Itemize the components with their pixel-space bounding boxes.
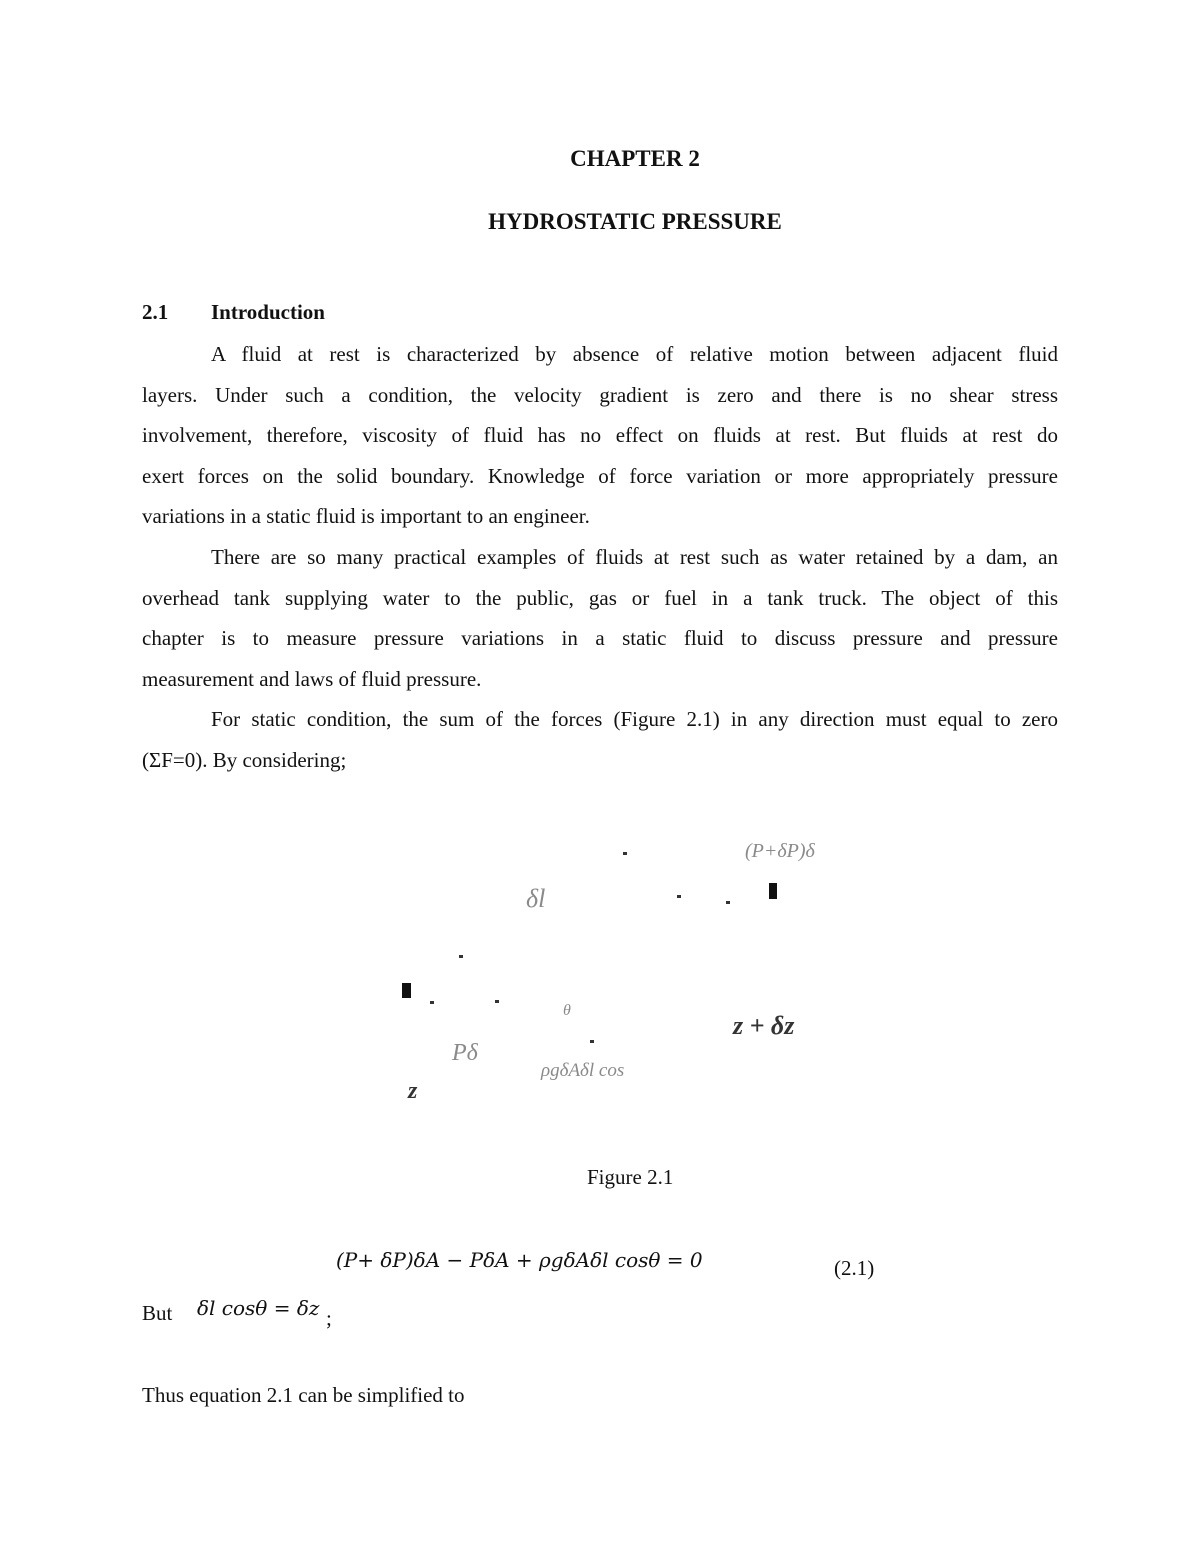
section-title: Introduction bbox=[211, 300, 325, 324]
figure-mark bbox=[726, 901, 730, 904]
figure-label-z-plus: z + δz bbox=[733, 1011, 795, 1040]
paragraph-line: chapter is to measure pressure variations in a static fluid to discuss pressure and pressure bbox=[142, 626, 1058, 651]
paragraph-line: variations in a static fluid is important to an engineer. bbox=[142, 504, 590, 529]
figure-mark bbox=[430, 1001, 434, 1004]
paragraph-line: A fluid at rest is characterized by absence of relative motion between adjacent fluid bbox=[211, 342, 1058, 366]
equation-2-1-number: (2.1) bbox=[834, 1256, 875, 1280]
but-suffix: ; bbox=[326, 1306, 332, 1330]
figure-mark bbox=[623, 852, 627, 855]
figure-caption: Figure 2.1 bbox=[587, 1165, 674, 1189]
figure-label-theta: θ bbox=[563, 1002, 571, 1019]
figure-mark bbox=[495, 1000, 499, 1003]
closing-sentence: Thus equation 2.1 can be simplified to bbox=[142, 1383, 465, 1407]
paragraph-line: measurement and laws of fluid pressure. bbox=[142, 666, 482, 691]
paragraph-line: overhead tank supplying water to the public, gas or fuel in a tank truck. The object of this bbox=[142, 585, 1058, 610]
figure-mark bbox=[590, 1040, 594, 1043]
figure-mark bbox=[677, 895, 681, 898]
paragraph-2 bbox=[142, 537, 1058, 699]
figure-label-p-delta: Pδ bbox=[452, 1040, 478, 1066]
figure-label-weight: ρgδAδl cos bbox=[541, 1060, 625, 1081]
paragraph-line: For static condition, the sum of the forces (Figure 2.1) in any direction must equal to zero bbox=[211, 707, 1058, 731]
figure-label-top-right: (P+δP)δ bbox=[745, 840, 815, 862]
but-equation: δl cosθ = δz bbox=[197, 1296, 320, 1320]
paragraph-line: involvement, therefore, viscosity of fluid has no effect on fluids at rest. But fluids at rest do bbox=[142, 423, 1058, 448]
section-number: 2.1 bbox=[142, 300, 169, 324]
figure-mark bbox=[769, 883, 777, 899]
paragraph-line: There are so many practical examples of fluids at rest such as water retained by a dam, an bbox=[211, 545, 1058, 569]
paragraph-line: (ΣF=0). By considering; bbox=[142, 747, 347, 772]
paragraph-line: exert forces on the solid boundary. Knowledge of force variation or more appropriately pressure bbox=[142, 463, 1058, 488]
figure-mark bbox=[402, 983, 411, 998]
equation-2-1: (P+ δP)δA − PδA + ρgδAδl cosθ = 0 bbox=[336, 1248, 703, 1272]
but-label: But bbox=[142, 1301, 173, 1325]
paragraph-3 bbox=[142, 699, 1058, 780]
paragraph-1 bbox=[142, 334, 1058, 537]
figure-label-z: z bbox=[408, 1078, 418, 1104]
chapter-label: CHAPTER 2 bbox=[570, 146, 700, 171]
paragraph-line: layers. Under such a condition, the velocity gradient is zero and there is no shear stress bbox=[142, 382, 1058, 407]
chapter-title: HYDROSTATIC PRESSURE bbox=[488, 209, 782, 234]
figure-label-delta-l: δl bbox=[526, 884, 546, 913]
figure-mark bbox=[459, 955, 463, 958]
